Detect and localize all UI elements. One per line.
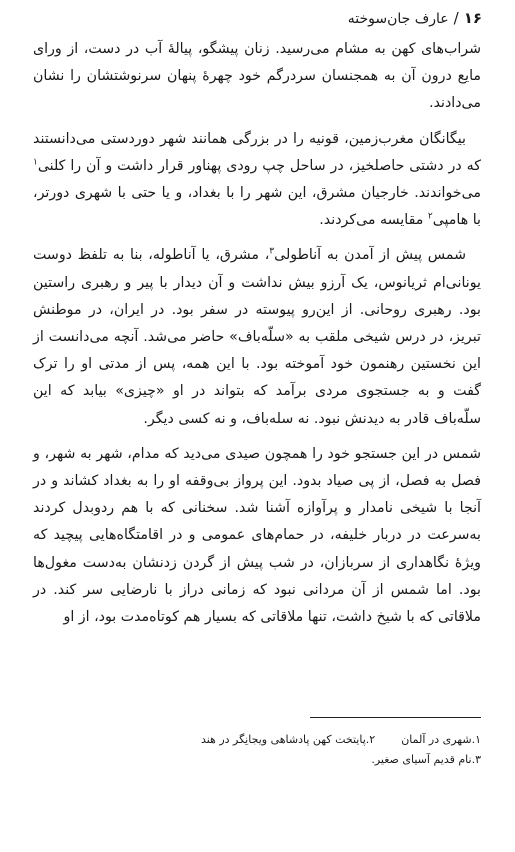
paragraph-4-text: شمس در این جستجو خود را همچون صیدی می‌دید که مدام، شهر به شهر، و فصل به فصل، از پی صیاد بدود. این پرواز بی‌وقفه او را به بغداد کشاند و در آنجا با شیخی نامدار و پرآوازه آشنا شد. سخنانی که با هم ردوبدل کردند به‌سرعت در دربار خلیفه، در حمام‌های عمومی و در اقامتگاه‌هایی پیچید که ویژهٔ نگاهداری از سربازان، در شب پیش از گردن زدنشان به‌دست مغول‌ها بود. اما شمس از آن مردانی نبود که زمانی دراز با نارضایی سر کند. در ملاقاتی که با شیخ داشت، تنها ملاقاتی که بسیار هم کوتاه‌مدت بود، از او xyxy=(33,445,481,626)
running-header xyxy=(33,6,482,30)
paragraph-1-text: شراب‌های کهن به مشام می‌رسید. زنان پیشگو، پیالهٔ آب در دست، از ورای مایع درون آن به همجنسان سردرگم خود چهرهٔ پنهان سرنوشتشان را نشان می‌دادند. xyxy=(33,41,481,112)
paragraph-2-text-b: می‌خواندند. خارجیان مشرق، این شهر را با بغداد، و یا حتی با شهری دورتر، با هامپی xyxy=(33,185,481,229)
footnote-1: ۱.شهری در آلمان xyxy=(401,733,481,746)
footnote-row xyxy=(33,730,481,750)
footnote-divider xyxy=(310,717,481,718)
paragraph-2 xyxy=(33,126,481,235)
footnotes xyxy=(33,730,481,770)
footnote-mark-3: ۳ xyxy=(269,246,275,257)
footnote-mark-2: ۲ xyxy=(427,211,433,222)
book-title: عارف جان‌سوخته xyxy=(347,11,449,27)
page-number: ۱۶ xyxy=(463,9,482,27)
header-separator: / xyxy=(453,9,459,27)
body-text xyxy=(33,36,481,639)
paragraph-3-text-a: شمس پیش از آمدن به آناطولی xyxy=(274,247,466,264)
footnote-3: ۳.نام قدیم آسیای صغیر. xyxy=(371,753,481,766)
paragraph-3 xyxy=(33,242,481,432)
footnote-mark-1: ۱ xyxy=(33,157,38,168)
paragraph-4 xyxy=(33,441,481,631)
paragraph-2-text-a: بیگانگان مغرب‌زمین، قونیه را در بزرگی همانند شهر دوردستی می‌دانستند که در دشتی حاصلخیز، در ساحل چپ رودی پهناور قرار داشت و آن را کلنی xyxy=(33,130,481,174)
paragraph-1 xyxy=(33,36,481,118)
paragraph-2-text-c: مقایسه می‌کردند. xyxy=(319,212,428,229)
footnote-2: ۲.پایتخت کهن پادشاهی ویجانِگر در هند xyxy=(200,733,376,746)
paragraph-3-text-b: ، مشرق، یا آناطوله، بنا به تلفظ دوست یونانی‌ام ثریانوس، یک آرزو بیش نداشت و آن دیدار با پیر و رهبری راستین بود. رهبری روحانی. از این‌رو پیوسته در سفر بود. در ایران، در موطنش تبریز، در درس شیخی ملقب به «سلّه‌باف» حاضر می‌شد. آنچه می‌دانست از این نخستین رهنمون خود آموخته بود. با این همه، پس از مدتی او را ترک گفت و به جستجوی مردی برآمد که بتواند در او «چیزی» بیابد که این سلّه‌باف قادر به دیدنش نبود. نه سله‌باف، و نه کسی دیگر. xyxy=(33,247,481,427)
